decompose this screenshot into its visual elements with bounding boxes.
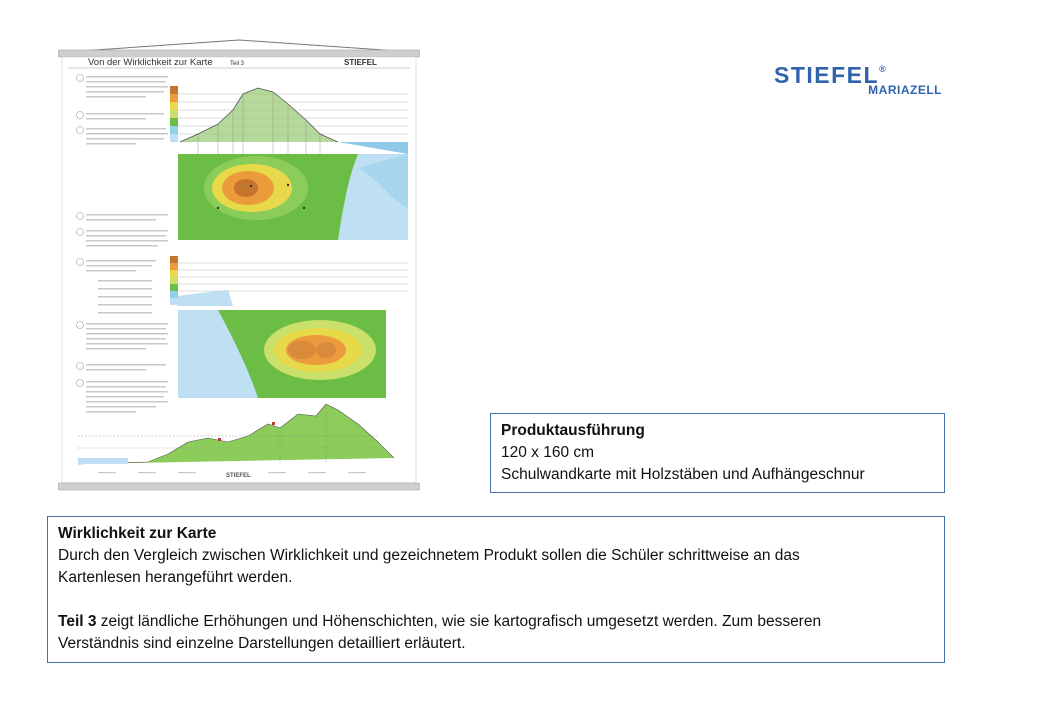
teil-paragraph-line-1	[58, 611, 934, 633]
description-line-2: Kartenlesen herangeführt werden.	[58, 569, 293, 586]
paragraph-gap	[58, 589, 934, 611]
teil-text-1: zeigt ländliche Erhöhungen und Höhenschichten, wie sie kartografisch umgesetzt werden. Zum besseren	[96, 613, 822, 630]
wall-map-image	[58, 38, 420, 494]
stiefel-logo	[774, 62, 946, 102]
poster-brand: STIEFEL	[344, 58, 377, 67]
description-box	[47, 516, 945, 663]
teil-label: Teil 3	[58, 613, 97, 630]
poster-footer-brand: STIEFEL	[226, 473, 251, 479]
logo-registered-mark: ®	[879, 64, 886, 74]
logo-subtitle: MARIAZELL	[868, 83, 942, 97]
product-info-box	[490, 413, 945, 493]
poster-part: Teil 3	[230, 61, 245, 67]
description-heading: Wirklichkeit zur Karte	[58, 525, 217, 542]
poster-title: Von der Wirklichkeit zur Karte	[88, 57, 213, 68]
teil-paragraph-line-2: Verständnis sind einzelne Darstellungen detailliert erläutert.	[58, 635, 466, 652]
description-line-1: Durch den Vergleich zwischen Wirklichkeit und gezeichnetem Produkt sollen die Schüler schrittweise an das	[58, 547, 800, 564]
product-size: 120 x 160 cm	[501, 444, 595, 461]
product-description: Schulwandkarte mit Holzstäben und Aufhängeschnur	[501, 466, 865, 483]
product-heading: Produktausführung	[501, 422, 645, 439]
logo-text: STIEFEL	[774, 62, 880, 88]
